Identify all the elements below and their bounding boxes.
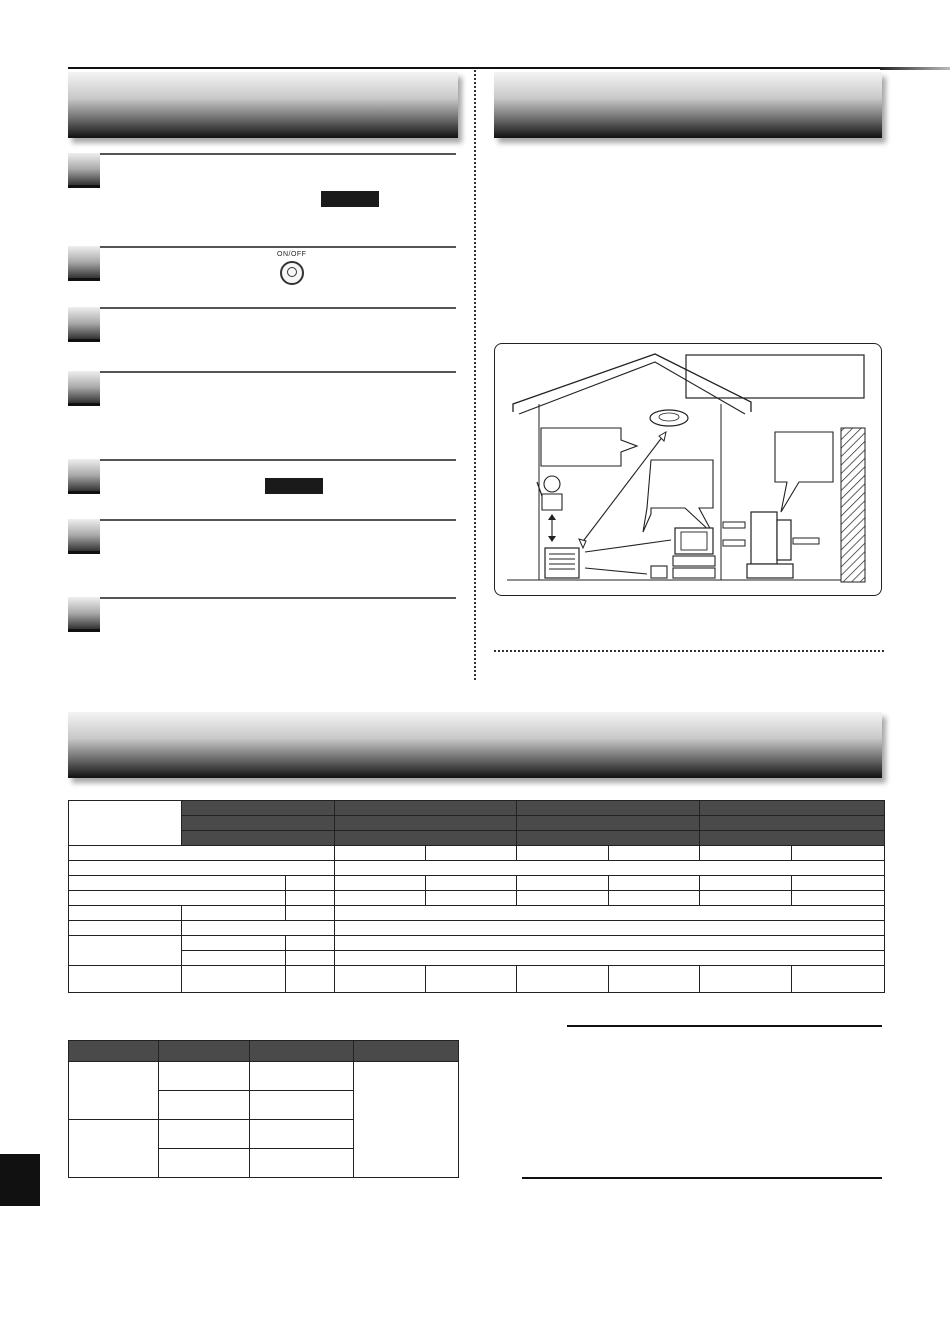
table-cell	[182, 921, 335, 936]
indoor-unit-icon	[545, 548, 579, 578]
table-cell	[335, 846, 426, 861]
battery-table	[68, 1040, 459, 1178]
table-cell	[69, 801, 182, 846]
table-cell	[792, 846, 885, 861]
step-underline	[68, 629, 100, 632]
table-cell	[335, 936, 885, 951]
table-header-row	[69, 801, 885, 816]
table-cell	[354, 1062, 459, 1178]
step-rule	[100, 459, 456, 461]
audio-equipment-icon	[673, 556, 715, 578]
step-underline	[68, 403, 100, 406]
step-underline	[68, 278, 100, 281]
step-rule	[100, 246, 456, 248]
step-number-box	[68, 597, 100, 629]
table-cell	[517, 966, 609, 993]
television-icon	[675, 528, 713, 554]
top-rule-fade	[880, 67, 950, 70]
table-cell	[335, 921, 885, 936]
table-cell	[700, 801, 885, 816]
table-cell	[159, 1091, 250, 1120]
table-cell	[69, 906, 182, 921]
step-number-box	[68, 307, 100, 339]
table-row	[69, 936, 885, 951]
speech-bubble-center	[643, 460, 713, 534]
table-cell	[335, 876, 426, 891]
table-cell	[182, 966, 286, 993]
column-divider	[474, 70, 476, 680]
table-cell	[354, 1041, 459, 1062]
table-row	[69, 861, 885, 876]
table-cell	[182, 801, 335, 816]
table-cell	[700, 816, 885, 831]
table-cell	[335, 831, 517, 846]
house-illustration	[495, 344, 883, 597]
table-cell	[792, 966, 885, 993]
table-cell	[286, 936, 335, 951]
note-top-rule	[567, 1025, 882, 1027]
callout-box	[686, 355, 864, 398]
table-cell	[159, 1149, 250, 1178]
small-receiver-icon	[651, 566, 667, 578]
table-cell	[517, 831, 700, 846]
table-cell	[182, 936, 286, 951]
table-header-row	[69, 1041, 459, 1062]
table-cell	[69, 1120, 159, 1178]
step-underline	[68, 551, 100, 554]
step-rule	[100, 371, 456, 373]
table-cell	[250, 1062, 354, 1091]
right-column-end-divider	[494, 650, 884, 652]
step-number-box	[68, 371, 100, 403]
speech-bubble-right	[775, 432, 833, 512]
step-rule	[100, 519, 456, 521]
table-cell	[69, 891, 286, 906]
step-underline	[68, 491, 100, 494]
step-underline	[68, 185, 100, 188]
specifications-heading	[68, 712, 882, 778]
table-row	[69, 876, 885, 891]
step-number-box	[68, 459, 100, 491]
specifications-table	[68, 800, 885, 993]
table-cell	[182, 951, 286, 966]
step-rule	[100, 597, 456, 599]
step-number-box	[68, 519, 100, 551]
power-button-icon[interactable]	[280, 261, 304, 285]
table-cell	[426, 966, 517, 993]
step-rule	[100, 307, 456, 309]
display-key-icon	[321, 191, 379, 207]
table-row	[69, 951, 885, 966]
table-cell	[335, 861, 885, 876]
table-cell	[700, 846, 792, 861]
speech-bubble-left	[541, 428, 637, 466]
table-cell	[250, 1149, 354, 1178]
table-cell	[69, 936, 182, 966]
power-symbol-icon	[287, 267, 297, 277]
hatched-wall-icon	[841, 428, 865, 582]
table-cell	[69, 876, 286, 891]
table-header-row	[69, 816, 885, 831]
table-cell	[792, 891, 885, 906]
table-cell	[700, 891, 792, 906]
double-arrow-right-3	[793, 538, 819, 544]
table-cell	[335, 906, 885, 921]
table-cell	[517, 891, 609, 906]
table-cell	[700, 876, 792, 891]
table-row	[69, 906, 885, 921]
person-with-remote-icon	[537, 476, 562, 510]
table-cell	[69, 1041, 159, 1062]
table-row	[69, 1062, 459, 1091]
table-cell	[182, 816, 335, 831]
table-cell	[250, 1041, 354, 1062]
table-cell	[286, 906, 335, 921]
table-row	[69, 921, 885, 936]
table-cell	[335, 951, 885, 966]
table-cell	[286, 966, 335, 993]
table-cell	[159, 1062, 250, 1091]
table-cell	[69, 1062, 159, 1120]
table-cell	[335, 966, 426, 993]
arrow-to-tv	[585, 540, 671, 552]
table-cell	[426, 891, 517, 906]
on-off-label: ON/OFF	[277, 251, 307, 258]
installation-diagram	[494, 343, 882, 596]
chapter-side-tab	[0, 1154, 40, 1206]
table-cell	[426, 876, 517, 891]
table-cell	[792, 876, 885, 891]
table-row	[69, 966, 885, 993]
table-cell	[335, 801, 517, 816]
table-cell	[286, 876, 335, 891]
table-cell	[517, 816, 700, 831]
table-cell	[335, 816, 517, 831]
table-cell	[69, 966, 182, 993]
table-row	[69, 891, 885, 906]
arrow-to-receiver	[585, 568, 647, 574]
table-cell	[159, 1120, 250, 1149]
table-cell	[517, 846, 609, 861]
table-cell	[335, 891, 426, 906]
step-underline	[68, 339, 100, 342]
table-cell	[700, 966, 792, 993]
table-cell	[182, 906, 286, 921]
table-cell	[517, 801, 700, 816]
right-section-heading	[494, 72, 882, 138]
table-cell	[517, 876, 609, 891]
table-cell	[69, 861, 335, 876]
step-rule	[100, 153, 456, 155]
step-number-box	[68, 246, 100, 278]
step-number-box	[68, 153, 100, 185]
display-key-icon	[265, 478, 323, 494]
table-cell	[250, 1120, 354, 1149]
table-row	[69, 846, 885, 861]
double-arrow-right-1	[723, 522, 745, 528]
table-cell	[609, 846, 700, 861]
top-rule	[68, 67, 950, 69]
large-tv-icon	[747, 512, 793, 578]
table-cell	[700, 831, 885, 846]
left-section-heading	[68, 72, 458, 138]
table-cell	[609, 891, 700, 906]
table-cell	[69, 846, 335, 861]
double-arrow-right-2	[723, 540, 745, 546]
table-cell	[286, 951, 335, 966]
lamp-inner	[659, 413, 679, 421]
table-cell	[426, 846, 517, 861]
table-header-row	[69, 831, 885, 846]
table-cell	[286, 891, 335, 906]
table-cell	[182, 831, 335, 846]
table-cell	[159, 1041, 250, 1062]
table-cell	[609, 876, 700, 891]
table-cell	[609, 966, 700, 993]
table-cell	[69, 921, 182, 936]
table-cell	[250, 1091, 354, 1120]
note-bottom-rule	[522, 1177, 882, 1179]
